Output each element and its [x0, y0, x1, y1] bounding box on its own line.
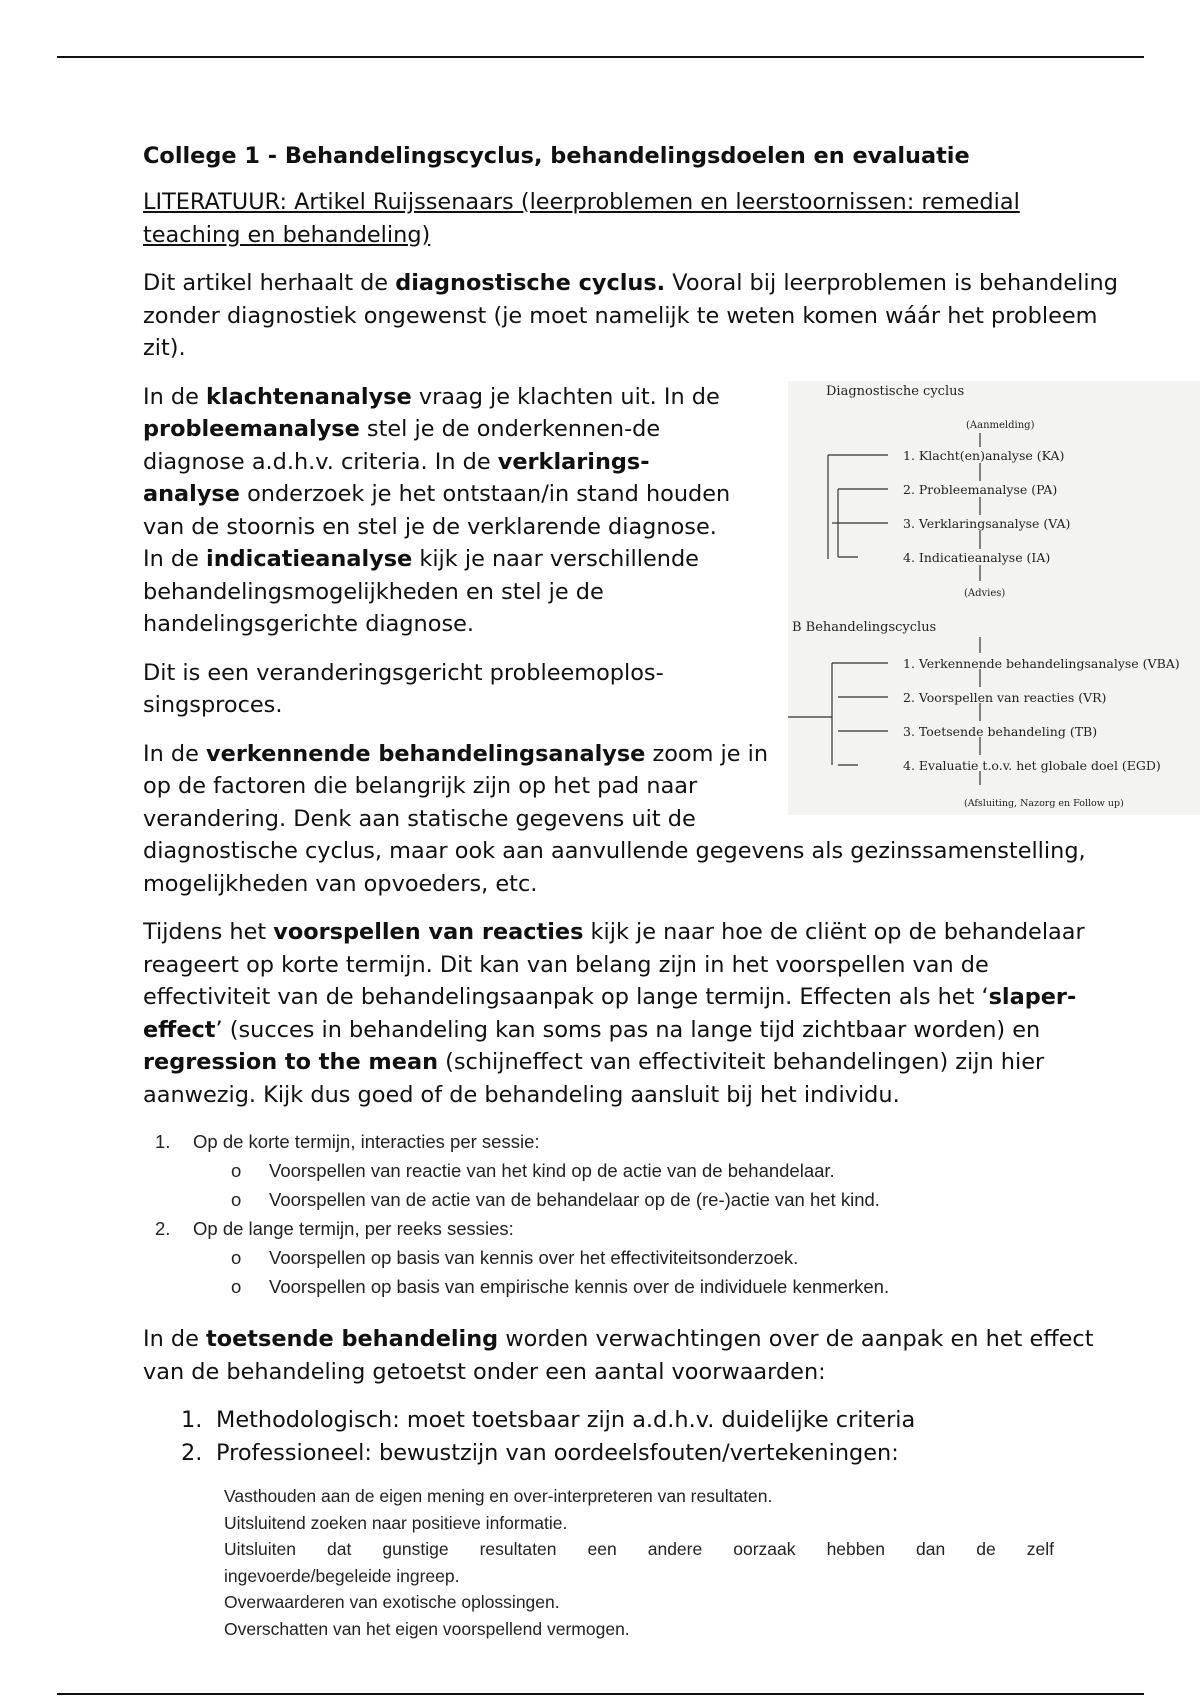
paragraph-verkennende-behandelingsanalyse: In de verkennende behandelingsanalyse zoom je in op de factoren die belangrijk zijn op het pad naar verandering. Denk aan statische gegevens uit de diagnostische cyclus, maar ook aan aanvullende gegevens als gezinssamenstelling, mogelijkheden van opvoeders, etc. [143, 740, 1086, 897]
term-subitem: o Voorspellen op basis van empirische kennis over de individuele kenmerken. [231, 1276, 890, 1297]
paragraph-voorspellen-van-reacties: Tijdens het voorspellen van reacties kijk je naar hoe de cliënt op de behandelaar reageert op korte termijn. Dit kan van belang zijn in het voorspellen van de effectiviteit van de behandelingsaanpak op lange termijn. Effecten als het ‘slaper-effect’ (succes in behandeling kan soms pas na lange tijd zichtbaar worden) en regression to the mean (schijneffect van effectiviteit behandelingen) zijn hier aanwezig. Kijk dus goed of de behandeling aansluit bij het individu. [143, 919, 1085, 1108]
condition-item: 2. Professioneel: bewustzijn van oordeelsfouten/vertekeningen: [181, 1439, 899, 1466]
paragraph-analyses: In de klachtenanalyse vraag je klachten uit. In de probleemanalyse stel je de onderkennen-de diagnose a.d.h.v. criteria. In de verklarings-analyse onderzoek je het ontstaan/in stand houden van de stoornis en stel je de verklarende diagnose. In de indicatieanalyse kijk je naar verschillende behandelingsmogelijkheden en stel je de handelingsgerichte diagnose. [143, 383, 731, 637]
figure-b-item-4: 4. Evaluatie t.o.v. het globale doel (EGD) [903, 757, 1161, 773]
figure-b-item-3: 3. Toetsende behandeling (TB) [903, 723, 1098, 739]
figure-title-a: Diagnostische cyclus [826, 383, 965, 399]
top-rule [57, 56, 1144, 58]
bottom-rule [57, 1693, 1144, 1695]
condition-item: 1. Methodologisch: moet toetsbaar zijn a.d.h.v. duidelijke criteria [181, 1407, 916, 1433]
figure-a-item-1: 1. Klacht(en)analyse (KA) [903, 447, 1065, 463]
page-title: College 1 - Behandelingscyclus, behandelingsdoelen en evaluatie [143, 143, 970, 169]
scanned-bias-list [224, 1483, 1054, 1642]
figure-b-item-2: 2. Voorspellen van reacties (VR) [903, 689, 1107, 705]
bias-item: Uitsluitend zoeken naar positieve informatie. [224, 1512, 568, 1533]
conditions-list [181, 1404, 1123, 1469]
figure-title-b: B Behandelingscyclus [792, 619, 937, 635]
figure-wrap-block [143, 381, 1180, 901]
term-item-short: 1. Op de korte termijn, interacties per sessie: [155, 1131, 540, 1152]
bias-item: Vasthouden aan de eigen mening en over-interpreteren van resultaten. [224, 1486, 773, 1506]
paragraph-toetsende-behandeling: In de toetsende behandeling worden verwachtingen over de aanpak en het effect van de behandeling getoetst onder een aantal voorwaarden: [143, 1326, 1094, 1385]
scanned-term-list [155, 1127, 1123, 1301]
bias-item: Uitsluiten dat gunstige resultaten een andere oorzaak hebben dan de zelf [224, 1539, 1054, 1559]
figure-a-item-2: 2. Probleemanalyse (PA) [903, 481, 1058, 497]
paragraph-probleemoplossing: Dit is een veranderingsgericht probleemoplos-singsproces. [143, 659, 664, 718]
paragraph-diagnostische-cyclus: Dit artikel herhaalt de diagnostische cyclus. Vooral bij leerproblemen is behandeling zonder diagnostiek ongewenst (je moet namelijk te weten komen wáár het probleem zit). [143, 270, 1118, 361]
literature-reference: LITERATUUR: Artikel Ruijssenaars (leerproblemen en leerstoornissen: remedial teaching en behandeling) [143, 189, 1020, 248]
figure-footer: (Afsluiting, Nazorg en Follow up) [964, 797, 1124, 809]
figure-a-item-3: 3. Verklaringsanalyse (VA) [903, 515, 1071, 531]
figure-aanmelding: (Aanmelding) [966, 419, 1035, 431]
bias-item: Overschatten van het eigen voorspellend vermogen. [224, 1618, 630, 1639]
bias-item: Overwaarderen van exotische oplossingen. [224, 1592, 560, 1612]
figure-advies: (Advies) [964, 587, 1006, 599]
term-item-long: 2. Op de lange termijn, per reeks sessies: [155, 1218, 514, 1239]
document-body [143, 140, 1180, 1642]
term-subitem: o Voorspellen van de actie van de behandelaar op de (re-)actie van het kind. [231, 1189, 880, 1210]
term-subitem: o Voorspellen op basis van kennis over het effectiviteitsonderzoek. [231, 1247, 799, 1268]
cycle-figure [788, 381, 1200, 815]
term-subitem: o Voorspellen van reactie van het kind op de actie van de behandelaar. [231, 1160, 835, 1181]
cycle-diagram [788, 381, 1200, 815]
figure-b-item-1: 1. Verkennende behandelingsanalyse (VBA) [903, 655, 1180, 671]
bias-item-continued: ingevoerde/begeleide ingreep. [224, 1565, 460, 1586]
figure-a-item-4: 4. Indicatieanalyse (IA) [903, 549, 1051, 565]
